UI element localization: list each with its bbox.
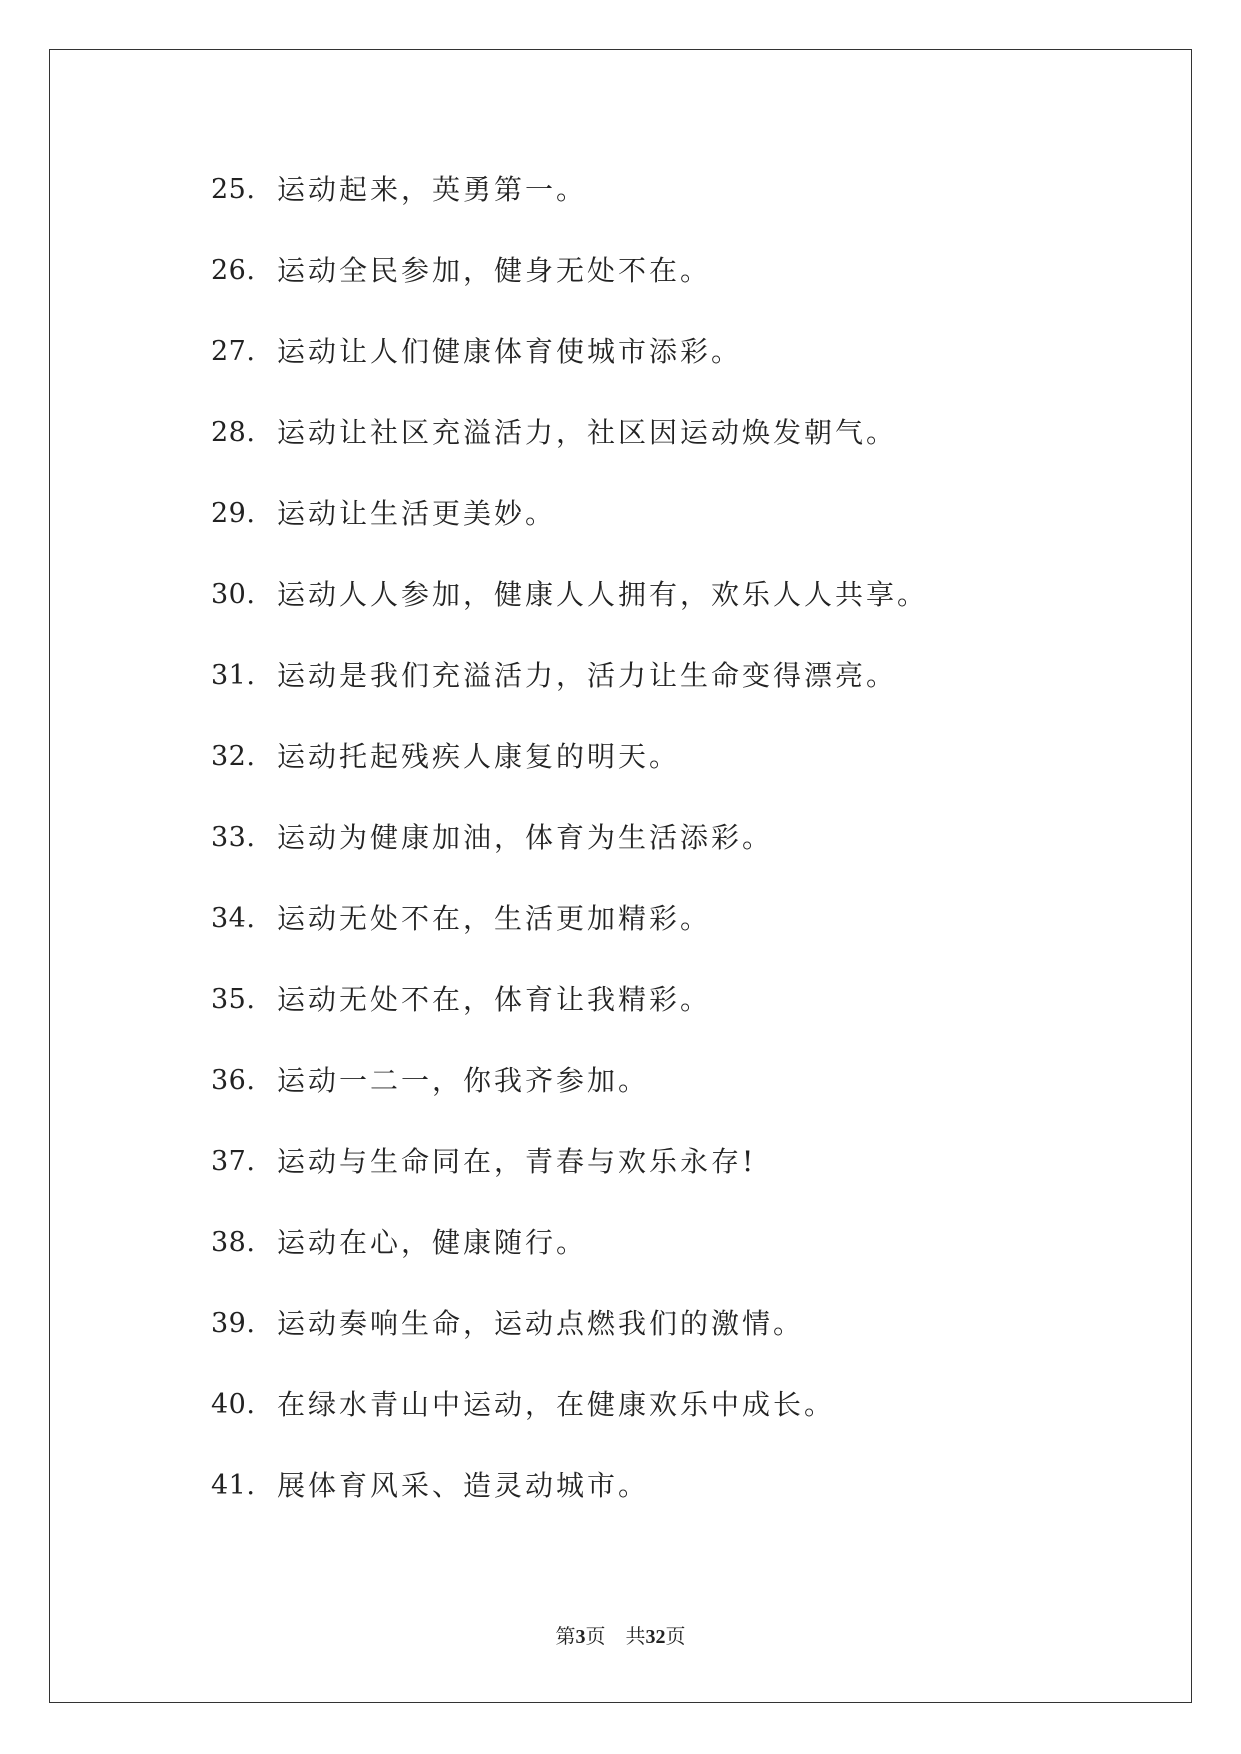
page-suffix: 页 [585, 1624, 606, 1648]
list-item [211, 1456, 928, 1537]
list-item [211, 565, 928, 646]
list-item [211, 727, 928, 808]
item-text: 运动让社区充溢活力，社区因运动焕发朝气。 [277, 416, 898, 449]
item-number: 28. [211, 417, 256, 448]
page-total: 32 [645, 1626, 666, 1648]
item-number: 35. [211, 984, 256, 1015]
item-number: 37. [211, 1146, 256, 1177]
item-text: 运动与生命同在，青春与欢乐永存! [277, 1145, 757, 1178]
item-number: 33. [211, 822, 256, 853]
item-text: 运动让人们健康体育使城市添彩。 [277, 335, 743, 368]
item-text: 运动为健康加油，体育为生活添彩。 [277, 821, 774, 854]
item-number: 32. [211, 741, 256, 772]
slogan-list [211, 160, 928, 1537]
item-text: 运动让生活更美妙。 [277, 497, 557, 530]
item-number: 36. [211, 1065, 256, 1096]
list-item [211, 808, 928, 889]
list-item [211, 160, 928, 241]
list-item [211, 1375, 928, 1456]
item-text: 运动全民参加，健身无处不在。 [277, 254, 712, 287]
item-text: 运动托起残疾人康复的明天。 [277, 740, 681, 773]
list-item [211, 1132, 928, 1213]
page-current: 3 [575, 1626, 586, 1648]
list-item [211, 646, 928, 727]
list-item [211, 1051, 928, 1132]
item-text: 运动在心，健康随行。 [277, 1226, 588, 1259]
item-text: 运动是我们充溢活力，活力让生命变得漂亮。 [277, 659, 898, 692]
item-number: 40. [211, 1389, 256, 1420]
item-number: 29. [211, 498, 256, 529]
item-text: 在绿水青山中运动，在健康欢乐中成长。 [277, 1388, 836, 1421]
list-item [211, 403, 928, 484]
item-number: 26. [211, 255, 256, 286]
item-number: 27. [211, 336, 256, 367]
list-item [211, 322, 928, 403]
item-number: 31. [211, 660, 256, 691]
item-number: 25. [211, 174, 256, 205]
list-item [211, 1213, 928, 1294]
item-number: 41. [211, 1470, 256, 1501]
item-number: 38. [211, 1227, 256, 1258]
list-item [211, 241, 928, 322]
item-text: 展体育风采、造灵动城市。 [277, 1469, 650, 1502]
page-footer [0, 1620, 1241, 1649]
item-number: 34. [211, 903, 256, 934]
list-item [211, 970, 928, 1051]
page-prefix: 第 [555, 1624, 576, 1648]
item-text: 运动奏响生命，运动点燃我们的激情。 [277, 1307, 805, 1340]
total-suffix: 页 [665, 1624, 686, 1648]
item-text: 运动起来，英勇第一。 [277, 173, 588, 206]
list-item [211, 1294, 928, 1375]
item-text: 运动人人参加，健康人人拥有，欢乐人人共享。 [277, 578, 929, 611]
item-number: 30. [211, 579, 256, 610]
item-text: 运动无处不在，体育让我精彩。 [277, 983, 712, 1016]
list-item [211, 889, 928, 970]
item-number: 39. [211, 1308, 256, 1339]
item-text: 运动无处不在，生活更加精彩。 [277, 902, 712, 935]
item-text: 运动一二一，你我齐参加。 [277, 1064, 650, 1097]
total-prefix: 共 [625, 1624, 646, 1648]
list-item [211, 484, 928, 565]
